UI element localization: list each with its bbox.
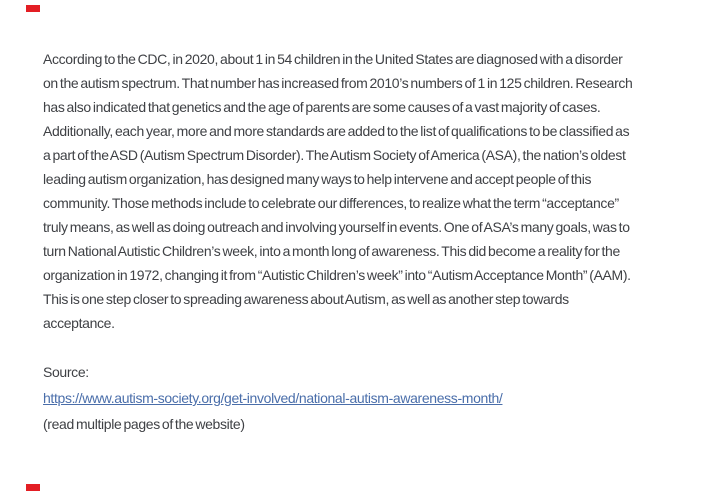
paragraph-line: leading autism organization, has designed many ways to help intervene and accept people of this	[43, 171, 592, 187]
source-note: (read multiple pages of the website)	[43, 416, 245, 432]
paragraph-line: truly means, as well as doing outreach and involving yourself in events. One of ASA’s many goals, was to	[43, 219, 630, 235]
paragraph-line: acceptance.	[43, 315, 115, 331]
paragraph-line: Additionally, each year, more and more standards are added to the list of qualifications to be classified as	[43, 123, 630, 139]
paragraph-line: a part of the ASD (Autism Spectrum Disorder). The Autism Society of America (ASA), the nation’s oldest	[43, 147, 626, 163]
document-body	[43, 47, 683, 437]
paragraph-line: on the autism spectrum. That number has increased from 2010’s numbers of 1 in 125 children. Research	[43, 75, 633, 91]
source-link[interactable]: https://www.autism-society.org/get-involved/national-autism-awareness-month/	[43, 390, 503, 406]
paragraph-line: community. Those methods include to celebrate our differences, to realize what the term “acceptance”	[43, 195, 619, 211]
red-annotation-marker-bottom	[26, 484, 40, 491]
paragraph-line: organization in 1972, changing it from “Autistic Children’s week” into “Autism Acceptance Month” (AAM).	[43, 267, 631, 283]
source-label: Source:	[43, 364, 89, 380]
source-section	[43, 359, 683, 437]
paragraph-line: This is one step closer to spreading awareness about Autism, as well as another step towards	[43, 291, 569, 307]
paragraph	[43, 47, 683, 335]
paragraph-line: has also indicated that genetics and the age of parents are some causes of a vast majority of cases.	[43, 99, 601, 115]
paragraph-line: According to the CDC, in 2020, about 1 in 54 children in the United States are diagnosed with a disorder	[43, 51, 623, 67]
paragraph-line: turn National Autistic Children’s week, into a month long of awareness. This did become a reality for the	[43, 243, 620, 259]
red-annotation-marker-top	[26, 5, 40, 12]
